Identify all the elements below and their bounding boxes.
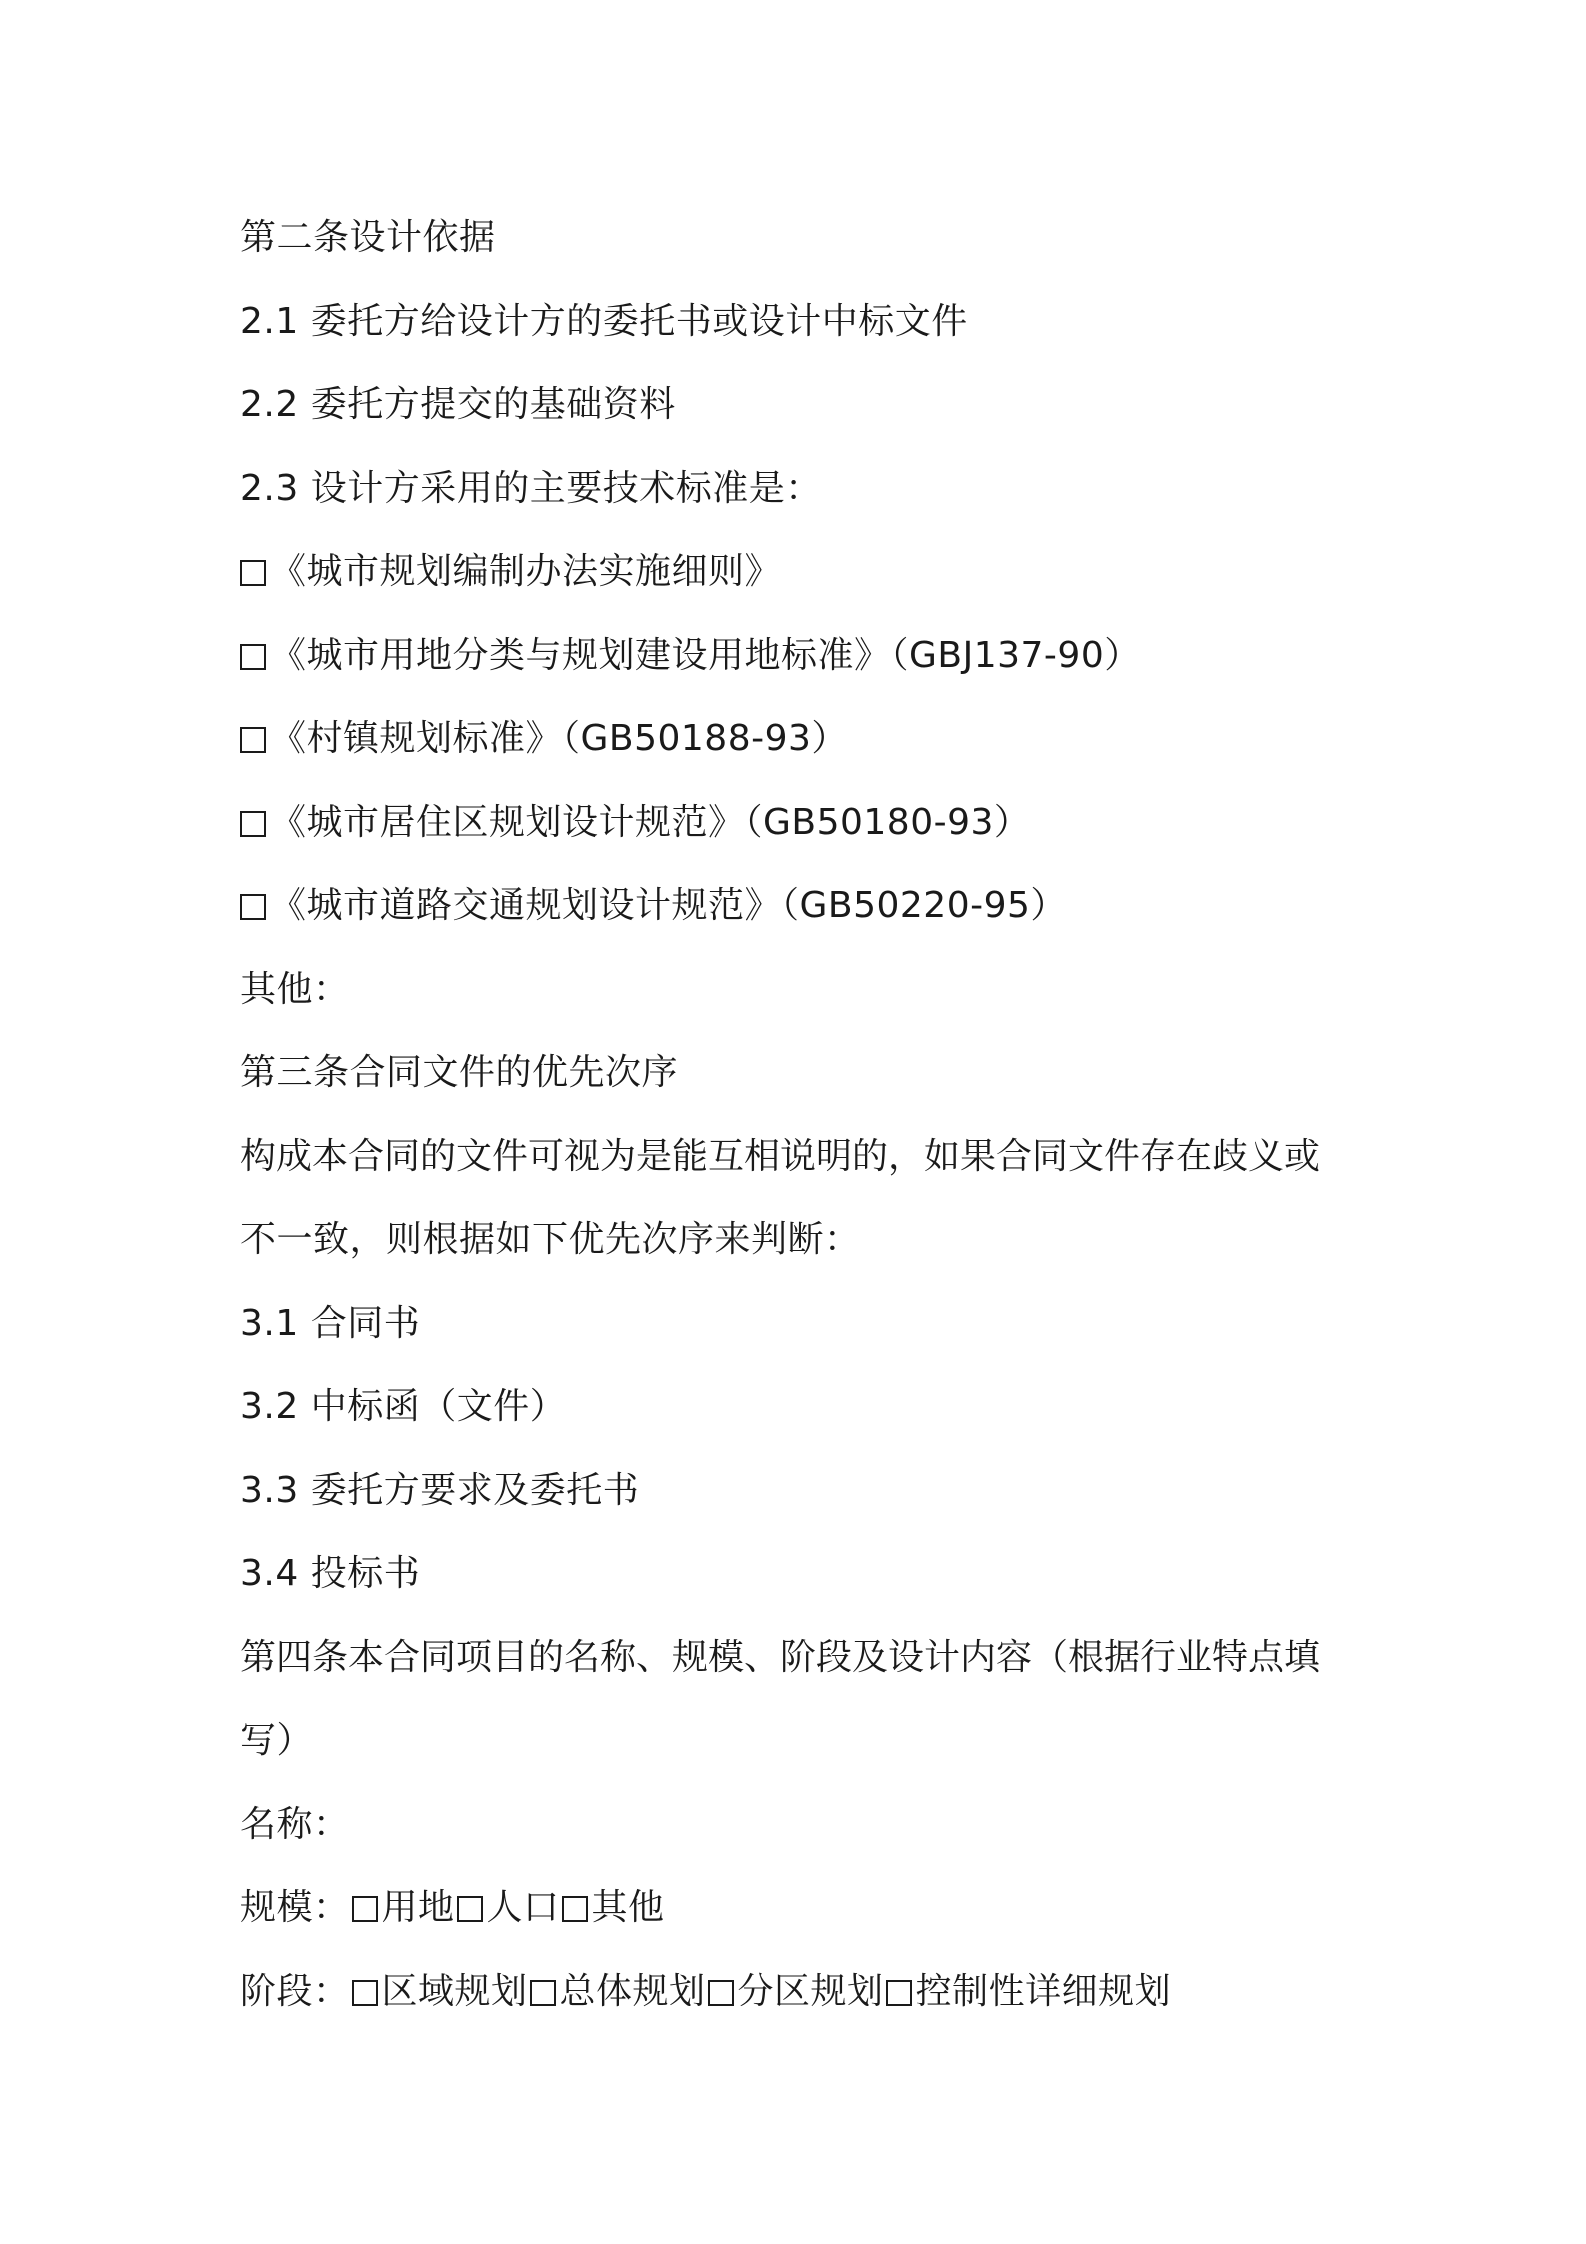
section2-title: 第二条设计依据 <box>240 217 496 258</box>
stage-option-master: 总体规划 <box>559 1970 706 2012</box>
stage-checkbox-regional[interactable] <box>352 1980 378 2006</box>
section3-intro-line1: 构成本合同的文件可视为是能互相说明的，如果合同文件存在歧义或 <box>240 1135 1321 1177</box>
item-2-3: 2.3 设计方采用的主要技术标准是： <box>240 467 822 509</box>
stage-option-district: 分区规划 <box>737 1970 884 2012</box>
section4-title-line2: 写） <box>240 1720 314 1761</box>
other-label: 其他： <box>240 968 350 1010</box>
item-3-2: 3.2 中标函（文件） <box>240 1386 567 1427</box>
stage-option-regional: 区域规划 <box>381 1970 528 2012</box>
item-3-4: 3.4 投标书 <box>240 1553 421 1594</box>
standard-row-2 <box>240 614 1360 698</box>
standard-label-3: 《村镇规划标准》（GB50188-93） <box>270 718 848 759</box>
stage-option-regulatory: 控制性详细规划 <box>915 1970 1172 2012</box>
section3-title: 第三条合同文件的优先次序 <box>240 1052 679 1093</box>
stage-row <box>240 1950 1360 2034</box>
standard-row-1 <box>240 530 1360 614</box>
section3-intro-line2: 不一致，则根据如下优先次序来判断： <box>240 1219 861 1260</box>
section4-title-line1: 第四条本合同项目的名称、规模、阶段及设计内容（根据行业特点填 <box>240 1636 1321 1678</box>
document-body <box>240 196 1360 2033</box>
standard-checkbox-1[interactable] <box>240 560 266 586</box>
scale-option-population: 人口 <box>486 1887 560 1928</box>
standard-checkbox-4[interactable] <box>240 811 266 837</box>
scale-checkbox-land[interactable] <box>352 1896 378 1922</box>
stage-checkbox-district[interactable] <box>708 1980 734 2006</box>
item-2-1: 2.1 委托方给设计方的委托书或设计中标文件 <box>240 300 968 342</box>
stage-label: 阶段： <box>240 1970 350 2012</box>
scale-row <box>240 1866 1360 1950</box>
standard-row-4 <box>240 781 1360 865</box>
scale-label: 规模： <box>240 1887 350 1928</box>
stage-checkbox-regulatory[interactable] <box>886 1980 912 2006</box>
standard-row-3 <box>240 697 1360 781</box>
standard-row-5 <box>240 864 1360 948</box>
standard-checkbox-2[interactable] <box>240 644 266 670</box>
standard-label-2: 《城市用地分类与规划建设用地标准》（GBJ137-90） <box>270 634 1141 676</box>
stage-checkbox-master[interactable] <box>530 1980 556 2006</box>
scale-checkbox-population[interactable] <box>457 1896 483 1922</box>
item-3-1: 3.1 合同书 <box>240 1302 421 1344</box>
name-label: 名称： <box>240 1803 350 1845</box>
scale-option-land: 用地 <box>381 1887 455 1928</box>
standard-label-4: 《城市居住区规划设计规范》（GB50180-93） <box>270 801 1031 843</box>
scale-option-other: 其他 <box>591 1887 665 1928</box>
standard-checkbox-3[interactable] <box>240 727 266 753</box>
standard-label-1: 《城市规划编制办法实施细则》 <box>270 551 782 592</box>
standard-label-5: 《城市道路交通规划设计规范》（GB50220-95） <box>270 885 1067 926</box>
item-2-2: 2.2 委托方提交的基础资料 <box>240 384 676 425</box>
standard-checkbox-5[interactable] <box>240 894 266 920</box>
item-3-3: 3.3 委托方要求及委托书 <box>240 1469 640 1511</box>
scale-checkbox-other[interactable] <box>562 1896 588 1922</box>
